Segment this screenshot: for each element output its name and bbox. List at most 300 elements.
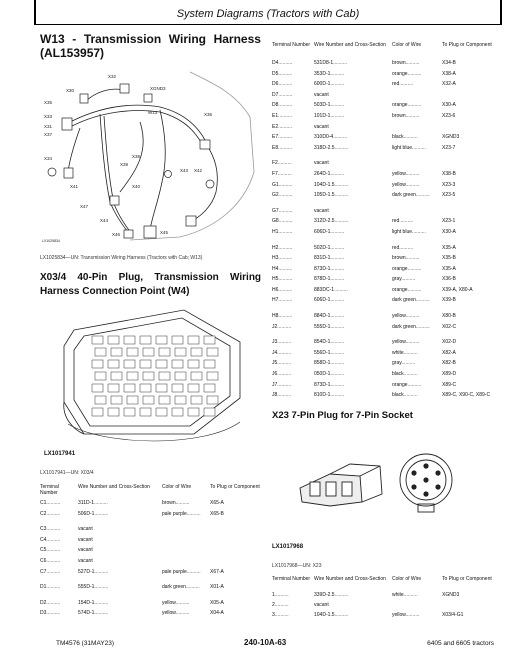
cell-color (392, 71, 442, 82)
callout: X33 (44, 114, 53, 119)
table-row (272, 71, 502, 82)
cell-wire (314, 171, 392, 182)
leader-dots: .......... (278, 134, 293, 141)
connector-pin (127, 348, 138, 356)
leader-dots: .......... (403, 349, 418, 356)
cell-terminal-text: G1 (272, 181, 279, 188)
x23-caption: LX1017968—UN: X23 (272, 563, 322, 569)
cell-plug (210, 511, 262, 527)
leader-dots: .......... (277, 371, 292, 378)
cell-terminal (272, 229, 314, 245)
connector-pin (207, 348, 218, 356)
cell-terminal-text: J6 (272, 371, 278, 378)
cell-terminal-text: C3 (40, 526, 47, 533)
col-header-plug: To Plug or Component (442, 42, 492, 48)
footer-model: 6405 and 6605 tractors (427, 640, 494, 647)
cell-color-text: red (392, 218, 400, 225)
table-row (40, 537, 262, 548)
leader-dots: .......... (278, 81, 293, 88)
socket-pin (411, 470, 416, 475)
cell-wire-text: 264D-1 (314, 170, 331, 177)
cell-terminal (272, 339, 314, 350)
connector-pin (92, 408, 103, 416)
cell-plug (442, 602, 502, 612)
cell-terminal (40, 558, 78, 569)
connector-pin (207, 372, 218, 380)
connector-pin (204, 384, 215, 392)
cell-color (162, 584, 210, 600)
x03-title-word: 40-Pin (77, 272, 108, 283)
col-header-plug: To Plug or Component (210, 484, 260, 490)
connector-pin (159, 396, 170, 404)
table-row (272, 124, 502, 135)
callout: X42 (194, 168, 203, 173)
cell-plug (210, 526, 262, 537)
cell-terminal-text: C2 (40, 510, 47, 517)
col-header-wire: Wire Number and Cross-Section (78, 484, 150, 490)
leader-dots: .......... (330, 360, 345, 367)
cell-color-text: black (392, 134, 404, 141)
connector-pin (95, 396, 106, 404)
cell-plug (442, 124, 502, 135)
cell-wire-text: 854D-1 (314, 339, 331, 346)
leader-dots: .......... (403, 392, 418, 399)
socket-pin (435, 470, 440, 475)
cell-plug (442, 371, 502, 382)
leader-dots: .......... (46, 584, 61, 591)
cell-plug-text: X65-A (210, 500, 224, 506)
table-row (272, 92, 502, 103)
cell-plug-text: X30-A (442, 228, 456, 235)
col-header-terminal: Terminal Number (272, 42, 311, 48)
cell-plug-text: X80-B (442, 313, 456, 320)
cell-terminal (272, 102, 314, 113)
cell-plug-text: X89-C (442, 381, 457, 388)
leader-dots: .......... (186, 568, 201, 575)
cell-plug (442, 266, 502, 277)
cell-terminal-text: H6 (272, 286, 279, 293)
cell-terminal (40, 500, 78, 511)
cell-wire-text: 883DC-1 (314, 286, 335, 293)
cell-color-text: red (392, 81, 400, 88)
leader-dots: .......... (278, 255, 293, 262)
table-row (272, 81, 502, 92)
cell-wire-text: 050D-1 (314, 371, 331, 378)
cell-plug (210, 569, 262, 585)
cell-wire (314, 276, 392, 287)
callout: W13 (148, 110, 158, 115)
leader-dots: .......... (405, 255, 420, 262)
cell-terminal-text: F7 (272, 170, 278, 177)
cell-wire-text: 154D-1 (78, 599, 95, 606)
table-row (272, 287, 502, 298)
leader-dots: .......... (277, 392, 292, 399)
table-row (272, 171, 502, 182)
connector-pin (124, 360, 135, 368)
cell-wire-text: vacant (314, 207, 329, 214)
cell-wire (78, 584, 162, 600)
connector-pin (188, 384, 199, 392)
leader-dots: .......... (334, 612, 349, 618)
cell-terminal-text: D4 (272, 60, 279, 66)
leader-dots: .......... (405, 60, 420, 66)
table-row (272, 229, 502, 245)
cell-plug-text: X82-A (442, 349, 456, 356)
cell-plug-text: X67-A (210, 568, 224, 575)
leader-dots: .......... (46, 610, 61, 617)
cell-wire (314, 113, 392, 124)
cell-terminal (40, 600, 78, 611)
cell-terminal-text: H7 (272, 297, 279, 304)
leader-dots: .......... (46, 536, 61, 543)
cell-wire (78, 558, 162, 569)
cell-wire (78, 500, 162, 511)
connector-pin (156, 408, 167, 416)
cell-terminal-text: D8 (272, 102, 279, 109)
cell-terminal (40, 526, 78, 537)
table-row (40, 500, 262, 511)
leader-dots: .......... (330, 392, 345, 399)
cell-terminal-text: 3 (272, 612, 275, 618)
connector-pin (175, 372, 186, 380)
callout: X45 (160, 230, 169, 235)
leader-dots: .......... (94, 500, 108, 506)
cell-terminal-text: J7 (272, 381, 278, 388)
callout: X34 (44, 156, 53, 161)
leader-dots: .......... (94, 610, 109, 617)
connector-pin (140, 360, 151, 368)
x03-title-word: Wiring (230, 272, 262, 283)
cell-plug (442, 382, 502, 393)
leader-dots: .......... (175, 500, 190, 506)
connector-pin (191, 396, 202, 404)
cell-color (392, 324, 442, 340)
socket-pin (423, 491, 428, 496)
cell-wire (314, 102, 392, 113)
cell-wire-text: 555D-1 (314, 323, 331, 330)
terminal-table-continued (272, 42, 502, 408)
cell-wire-text: vacant (314, 160, 329, 167)
connector-pin (172, 336, 183, 344)
cell-color-text: brown (392, 112, 406, 119)
cell-wire (78, 547, 162, 558)
cell-terminal-text: C4 (40, 536, 47, 543)
cell-terminal-text: G2 (272, 192, 279, 199)
cell-wire (314, 160, 392, 171)
cell-terminal-text: D1 (40, 584, 47, 591)
leader-dots: .......... (401, 276, 416, 283)
cell-wire (314, 229, 392, 245)
cell-terminal (40, 569, 78, 585)
cell-plug-text: X04-A (210, 610, 224, 617)
cell-terminal-text: F2 (272, 160, 278, 167)
cell-plug-text: X35-B (442, 255, 456, 262)
cell-wire (314, 371, 392, 382)
callout: X39 (120, 162, 129, 167)
cell-terminal (272, 266, 314, 277)
cell-color (392, 145, 442, 161)
cell-plug-text: X03/4-G1 (442, 612, 464, 618)
cell-terminal (272, 134, 314, 145)
leader-dots: .......... (399, 218, 414, 225)
cell-color-text: gray (392, 360, 402, 367)
x03-title-word: Plug, (118, 272, 144, 283)
cell-terminal (272, 371, 314, 382)
cell-terminal (272, 297, 314, 313)
leader-dots: .......... (334, 218, 349, 225)
cell-wire (314, 350, 392, 361)
cell-wire (78, 600, 162, 611)
cell-wire (314, 81, 392, 92)
cell-color-text: pale purple (162, 568, 187, 575)
table-row (272, 134, 502, 145)
cell-wire-text: 873D-1 (314, 381, 331, 388)
leader-dots: .......... (407, 381, 422, 388)
connector-pin (140, 384, 151, 392)
cell-terminal (40, 610, 78, 621)
cell-color-text: brown (162, 500, 176, 506)
cell-color (392, 208, 442, 219)
table-row (272, 102, 502, 113)
callout: X41 (70, 184, 79, 189)
leader-dots: .......... (330, 381, 345, 388)
cell-plug (210, 584, 262, 600)
cell-plug (442, 102, 502, 113)
leader-dots: .......... (407, 102, 422, 109)
connector-pin (124, 408, 135, 416)
cell-terminal (40, 537, 78, 548)
connector-pin (172, 408, 183, 416)
leader-dots: .......... (277, 381, 292, 388)
table-row (272, 371, 502, 382)
w13-caption: LX1025834—UN: Transmission Wiring Harness (Tractors with Cab; W13) (40, 255, 203, 261)
leader-dots: .......... (277, 339, 292, 346)
footer-page-number: 240-10A-63 (244, 638, 287, 647)
cell-plug-text: X05-A (210, 599, 224, 606)
leader-dots: .......... (330, 265, 345, 272)
cell-color (392, 113, 442, 124)
cell-wire-text: 105D-1.5 (314, 192, 335, 199)
callout: X35 (44, 100, 53, 105)
cell-plug-text: X23-6 (442, 112, 456, 119)
cell-plug (210, 500, 262, 511)
cell-plug-text: X35-A (442, 265, 456, 272)
cell-wire-text: 873D-1 (314, 265, 331, 272)
w13-title-word: W13 (40, 32, 65, 46)
connector-pin (172, 384, 183, 392)
cell-color (392, 134, 442, 145)
cell-color-text: light blue (392, 228, 413, 235)
cell-plug-text: X23-1 (442, 218, 456, 225)
table-row (272, 145, 502, 161)
cell-wire (314, 71, 392, 82)
cell-color-text: orange (392, 70, 408, 77)
table-row (272, 392, 502, 408)
leader-dots: .......... (94, 510, 109, 517)
leader-dots: .......... (278, 297, 293, 304)
leader-dots: .......... (274, 612, 289, 618)
cell-color-text: yellow (162, 610, 176, 617)
cell-terminal (272, 124, 314, 135)
cell-plug (442, 612, 502, 622)
cell-terminal (272, 382, 314, 393)
connector-pin (140, 336, 151, 344)
col-header-color: Color of Wire (392, 42, 422, 48)
table-row (272, 297, 502, 313)
leader-dots: .......... (330, 112, 345, 119)
cell-wire-text: 318D-2.5 (314, 144, 335, 151)
cell-wire-text: 104D-1.5 (314, 612, 335, 618)
cell-plug-text: XGND3 (442, 134, 460, 141)
cell-wire (314, 324, 392, 340)
cell-terminal-text: D3 (40, 610, 47, 617)
cell-color-text: black (392, 371, 404, 378)
leader-dots: .......... (334, 144, 349, 151)
leader-dots: .......... (278, 244, 293, 251)
table-row (40, 610, 262, 621)
cell-plug-text: X02-C (442, 323, 457, 330)
cell-terminal (272, 592, 314, 602)
cell-terminal-text: E7 (272, 134, 279, 141)
cell-terminal-text: 1 (272, 592, 275, 598)
cell-terminal-text: J3 (272, 339, 278, 346)
cell-terminal (272, 192, 314, 208)
leader-dots: .......... (333, 134, 348, 141)
cell-plug (210, 610, 262, 621)
leader-dots: .......... (278, 181, 293, 188)
cell-terminal-text: E8 (272, 144, 279, 151)
cell-color (162, 500, 210, 511)
leader-dots: .......... (415, 297, 430, 304)
connector-pin (127, 372, 138, 380)
leader-dots: .......... (278, 112, 293, 119)
cell-plug (442, 392, 502, 408)
leader-dots: .......... (277, 349, 292, 356)
table-row (40, 569, 262, 585)
connector-pin (111, 396, 122, 404)
connector-pin (95, 348, 106, 356)
cell-wire (78, 537, 162, 548)
cell-plug-text: XGND3 (442, 592, 460, 598)
cell-plug (442, 218, 502, 229)
cell-color (392, 102, 442, 113)
cell-color (162, 610, 210, 621)
leader-dots: .......... (278, 60, 293, 66)
leader-dots: .......... (278, 207, 293, 214)
leader-dots: .......... (185, 584, 200, 591)
cell-color (392, 297, 442, 313)
cell-color (392, 612, 442, 622)
cell-color (392, 229, 442, 245)
col-header-plug: To Plug or Component (442, 576, 492, 582)
connector-pin (108, 336, 119, 344)
cell-wire (78, 511, 162, 527)
connector-pin (140, 408, 151, 416)
cell-terminal (272, 60, 314, 71)
leader-dots: .......... (330, 228, 345, 235)
cell-plug (442, 313, 502, 324)
callout: X36 (204, 112, 213, 117)
cell-terminal-text: H8 (272, 313, 279, 320)
leader-dots: .......... (405, 170, 420, 177)
leader-dots: .......... (278, 91, 293, 98)
cell-color-text: yellow (392, 612, 406, 618)
cell-color (162, 600, 210, 611)
leader-dots: .......... (278, 123, 293, 130)
cell-color-text: light blue (392, 144, 413, 151)
cell-terminal (272, 182, 314, 193)
cell-wire (314, 313, 392, 324)
connector-pin (108, 360, 119, 368)
cell-color-text: orange (392, 102, 408, 109)
col-header-wire: Wire Number and Cross-Section (314, 42, 386, 48)
cell-wire-text: vacant (314, 123, 329, 130)
cell-plug (442, 255, 502, 266)
table-row (272, 350, 502, 361)
cell-wire (314, 287, 392, 298)
cell-wire-text: 527D-1 (78, 568, 95, 575)
cell-plug-text: X38-B (442, 170, 456, 177)
x03-image-label: LX1017941 (44, 451, 76, 457)
x03-caption: LX1017941—UN: X03/4 (40, 470, 94, 476)
cell-plug (442, 71, 502, 82)
w13-title-line2: (AL153957) (40, 46, 105, 60)
leader-dots: .......... (278, 313, 293, 320)
cell-terminal-text: E1 (272, 112, 279, 119)
leader-dots: .......... (94, 584, 109, 591)
cell-terminal (272, 171, 314, 182)
cell-terminal-text: J5 (272, 360, 278, 367)
cell-color-text: yellow (392, 339, 406, 346)
cell-color (392, 392, 442, 408)
cell-wire-text: 810D-1 (314, 392, 331, 399)
connector-pin (204, 336, 215, 344)
cell-color (392, 192, 442, 208)
connector-pin (175, 396, 186, 404)
col-header-color: Color of Wire (162, 484, 192, 490)
leader-dots: .......... (94, 599, 109, 606)
leader-dots: .......... (46, 547, 61, 554)
leader-dots: .......... (415, 192, 430, 199)
cell-plug-text: X02-D (442, 339, 457, 346)
connector-pin (204, 408, 215, 416)
leader-dots: .......... (46, 526, 61, 533)
connector-pin (143, 396, 154, 404)
table-row (272, 592, 502, 602)
connector-pin (188, 336, 199, 344)
x23-terminal-table (272, 576, 502, 622)
cell-wire-text: 600D-1 (314, 81, 331, 88)
table-row (272, 276, 502, 287)
cell-terminal (272, 113, 314, 124)
cell-plug (442, 192, 502, 208)
leader-dots: .......... (333, 60, 348, 66)
cell-terminal (272, 160, 314, 171)
connector-pin (111, 348, 122, 356)
table-row (40, 584, 262, 600)
header-bar-right (500, 0, 502, 24)
leader-dots: .......... (278, 70, 293, 77)
table-row (272, 602, 502, 612)
col-header-terminal: Terminal Number (40, 484, 59, 496)
cell-terminal-text: D2 (40, 599, 47, 606)
cell-wire (314, 339, 392, 350)
cell-wire-text: 339D-2.5 (314, 592, 335, 598)
cell-wire (314, 612, 392, 622)
w13-title-word: Wiring (168, 32, 207, 46)
cell-terminal (40, 511, 78, 527)
cell-plug (442, 297, 502, 313)
